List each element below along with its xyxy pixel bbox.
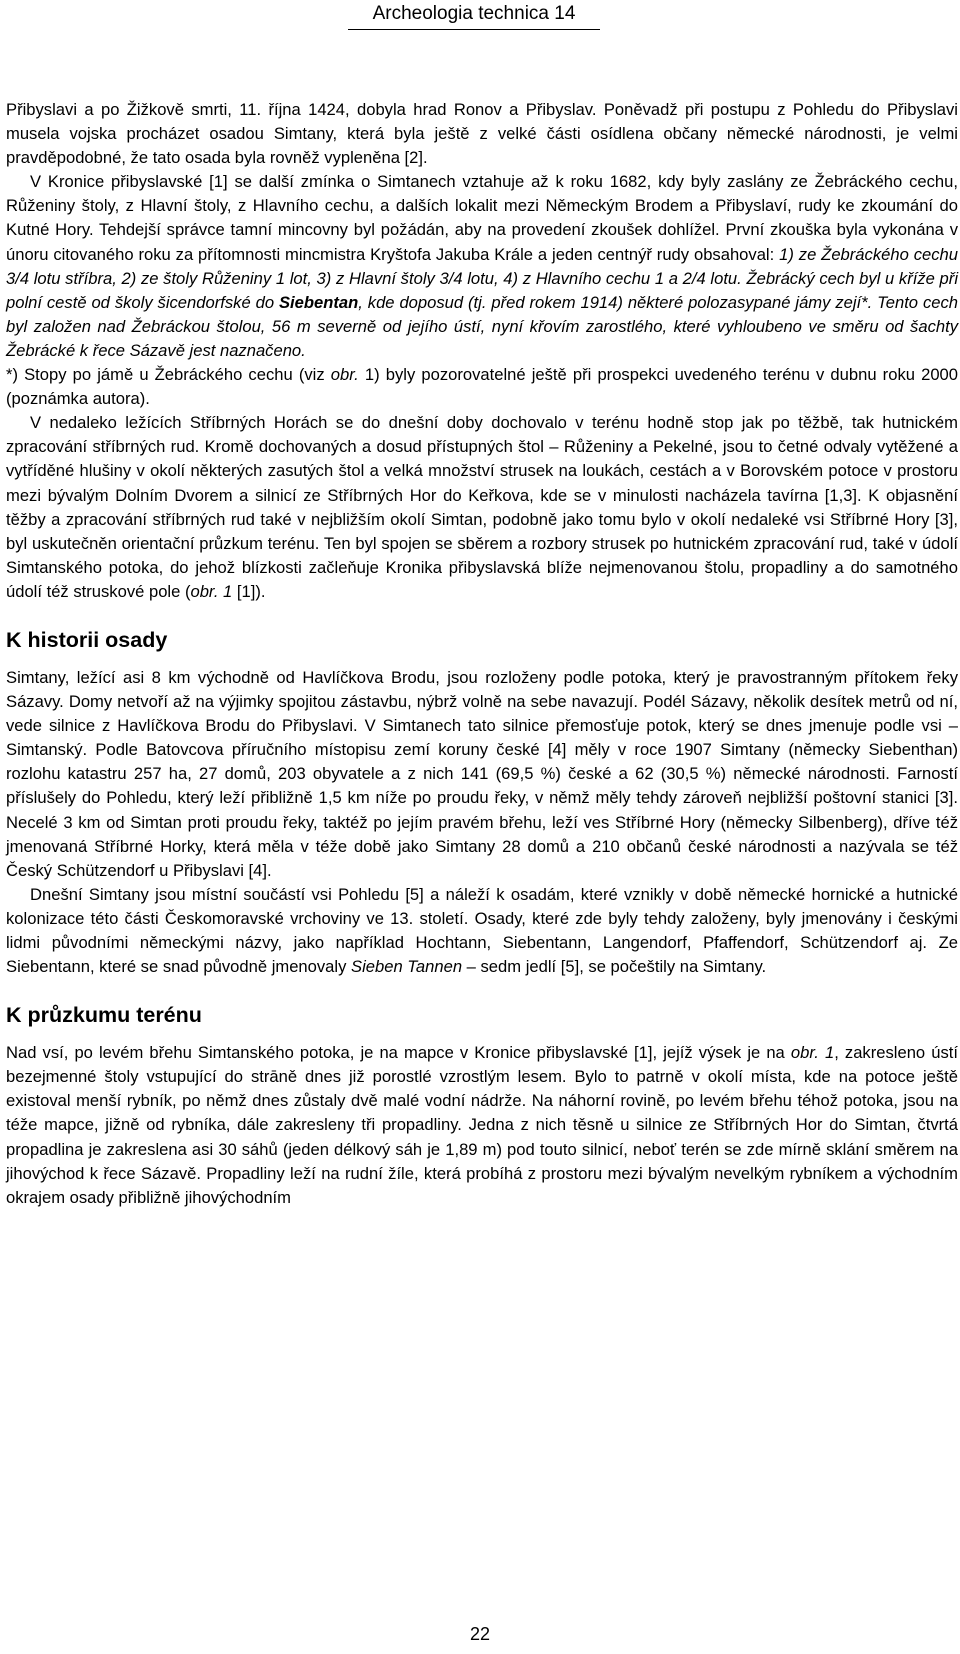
paragraph-text: , zakresleno ústí bezejmenné štoly vstupující do strāně dnes již porostlé vzrostlým lesem. Bylo to patrně v okolí místa, kde na potoce ještě existoval menší rybník, po němž dnes zůstaly dvě malé vodní nádrže. Na náhorní rovině, po levém břehu téhož potoka, jsou na téže mapce, jižně od rybníka, dále zakresleny tři propadliny. Jedna z nich těsně u silnice ze Stříbrných Hor do Simtan, čtvrtá propadlina je zakreslena asi 30 sáhů (jeden délkový sáh je 1,89 m) pod touto silnicí, neboť terén se zde mírně sklání směrem na jihovýchod k řece Sázavě. Propadliny leží na rudní žíle, která probíhá z prostoru mezi bývalým nevelkým rybníkem a východním okrajem osady přibližně jihovýchodním xyxy=(6,1043,958,1207)
paragraph-text: Simtany, ležící asi 8 km východně od Havlíčkova Brodu, jsou rozloženy podle potoka, který je pravostranným přítokem řeky Sázavy. Domy netvoří až na výjimky spojitou zástavbu, nýbrž volně na sebe navazují. Podél Sázavy, několik desítek metrů od ní, vede silnice z Havlíčkova Brodu do Přibyslavi. V Simtanech tato silnice přemosťuje potok, který se dnes jmenuje podle vsi – Simtanský. Podle Batovcova příručního místopisu zemí koruny české [4] měly v roce 1907 Simtany (německy Siebenthan) rozlohu katastru 257 ha, 27 domů, 203 obyvatele a z nich 141 (69,5 %) české a 62 (30,5 %) německé národnosti. Farností příslušely do Pohledu, který leží přibližně 1,5 km níže po proudu řeky, v němž měly tehdy zároveň nejbližší poštovní stanici [3]. Necelé 3 km od Simtan proti proudu řeky, taktéž po jejím pravém břehu, leží ves Stříbrné Hory (německy Silbenberg), dříve též jmenovaná Stříbrné Horky, která měla v téže době jako Simtany 28 domů a 210 občanů české národnosti a nazývala se též Český Schützendorf u Přibyslavi [4]. xyxy=(6,667,958,880)
paragraph-text: [1]). xyxy=(232,581,266,601)
section-heading-history: K historii osady xyxy=(6,627,168,652)
running-header: Archeologia technica 14 xyxy=(348,2,600,30)
article-body xyxy=(6,98,958,1210)
italic-quote: 1) ze Žebráckého cechu 3/4 lotu stříbra, 2) ze štoly Růženiny 1 lot, 3) z Hlavní štoly 3/4 lotu, 4) z Hlavního cechu 1 a 2/4 lotu. Žebrácký cech byl u kříže při polní cestě od školy šicendorfské do xyxy=(6,244,958,312)
paragraph-text: Přibyslavi a po Žižkově smrti, 11. října 1424, dobyla hrad Ronov a Přibyslav. Poněvadž při postupu z Pohledu do Přibyslavi musela vojska procházet osadou Simtany, která byla ještě z velké části osídlena občany německé národnosti, je velmi pravděpodobné, že tato osada byla rovněž vypleněna [2]. xyxy=(6,100,958,168)
paragraph-text: Dnešní Simtany jsou místní součástí vsi Pohledu [5] a náleží k osadám, které vznikly v době německé hornické a hutnické kolonizace této části Českomoravské vrchoviny ve 13. století. Osady, které zde byly tehdy založeny, byly jmenovány i českými lidmi původními německými názvy, jako například Hochtann, Siebentann, Langendorf, Pfaffendorf, Schützendorf aj. Ze Siebentann, které se snad původně jmenovaly xyxy=(6,884,958,977)
paragraph-2 xyxy=(6,170,958,363)
figure-reference: obr. 1 xyxy=(190,581,233,601)
italic-name: Sieben Tannen xyxy=(351,957,463,977)
paragraph-1 xyxy=(6,98,958,170)
paragraph-5 xyxy=(6,666,958,883)
figure-reference: obr. xyxy=(330,365,359,385)
paragraph-6 xyxy=(6,883,958,979)
paragraph-4 xyxy=(6,411,958,604)
paragraph-text: 1) byly pozorovatelné ještě při prospekci uvedeného terénu v dubnu roku 2000 (poznámka autora). xyxy=(6,365,959,409)
paragraph-7 xyxy=(6,1041,958,1210)
bold-place-name: Siebentan xyxy=(278,292,359,312)
section-heading-survey: K průzkumu terénu xyxy=(6,1003,202,1028)
footnote-paragraph xyxy=(6,363,958,411)
figure-reference: obr. 1 xyxy=(790,1043,835,1063)
paragraph-text: V nedaleko ležících Stříbrných Horách se do dnešní doby dochovalo v terénu hodně stop jak po těžbě, tak hutnickém zpracování stříbrných rud. Kromě dochovaných a dosud přístupných štol – Růženiny a Pekelné, jsou to četné odvaly vytěžené a vytříděné hlušiny v okolí některých zasutých štol a velká množství strusek na loukách, cestách a v Borovském potoce v prostoru mezi bývalým Dolním Dvorem a silnicí ze Stříbrných Hor do Keřkova, kde se v minulosti nacházela tavírna [1,3]. K objasnění těžby a zpracování stříbrných rud také v nejbližším okolí Simtan, podobně jako tomu bylo v okolí nedaleké vsi Stříbrné Hory [3], byl uskutečněn orientační průzkum terénu. Ten byl spojen se sběrem a rozbory strusek po hutnickém zpracování rud, také v údolí Simtanského potoka, do jehož blízkosti začleňuje Kronika přibyslavská blíže nejmenovanou štolu, propadliny a do samotného údolí též struskové pole ( xyxy=(6,413,958,601)
paragraph-text: – sedm jedlí [5], se počeštily na Simtany. xyxy=(462,957,767,977)
page-number: 22 xyxy=(469,1624,491,1644)
paragraph-text: Nad vsí, po levém břehu Simtanského potoka, je na mapce v Kronice přibyslavské [1], jejíž výsek je na xyxy=(6,1043,791,1063)
italic-quote: , kde doposud (tj. před rokem 1914) některé polozasypané jámy zejí*. Tento cech byl založen nad Žebráckou štolou, 56 m severně od jejího ústí, nyní křovím zarostlého, které vyhloubeno ve směru od šachty Žebrácké k řece Sázavě jest naznačeno. xyxy=(6,292,958,360)
paragraph-text: *) Stopy po jámě u Žebráckého cechu (viz xyxy=(6,365,331,385)
paragraph-text: V Kronice přibyslavské [1] se další zmínka o Simtanech vztahuje až k roku 1682, kdy byly zaslány ze Žebráckého cechu, Růženiny štoly, z Hlavní štoly, z Hlavního cechu, a dalších lokalit mezi Německým Brodem a Přibyslaví, rudy ke zkoumání do Kutné Hory. Tehdejší správce tamní mincovny byl požádán, aby na provedení zkoušek dohlížel. První zkouška byla vykonána v únoru citovaného roku za přítomnosti mincmistra Kryštofa Jakuba Krále a jeden centnýř rudy obsahoval: xyxy=(6,172,958,264)
